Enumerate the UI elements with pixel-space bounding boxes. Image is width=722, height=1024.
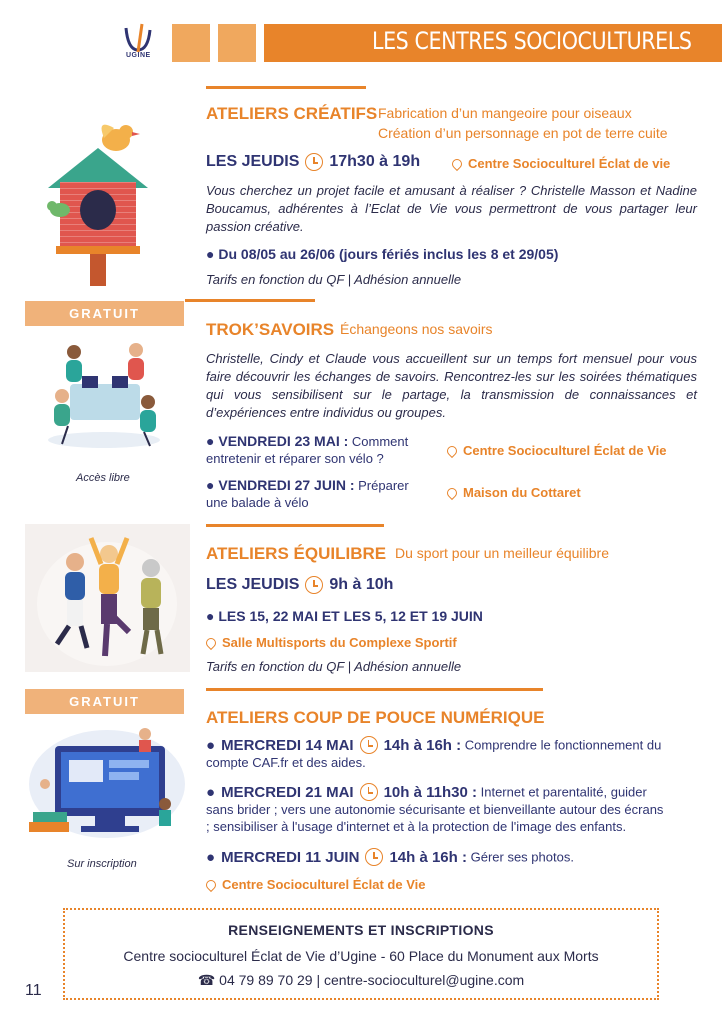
free-badge: GRATUIT [25,689,184,714]
clock-icon [360,736,378,754]
schedule [206,153,420,171]
section-title-equilibre: ATELIERS ÉQUILIBRE [206,544,387,563]
image-caption: Accès libre [76,472,130,484]
event-item: ● VENDREDI 27 JUIN : Préparer une balade à vélo [206,477,409,510]
event-date: VENDREDI 27 JUIN : [218,477,355,493]
section-subtitle: Fabrication d’un mangeoire pour oiseaux [378,105,632,121]
section-subtitle: Création d’un personnage en pot de terre cuite [378,125,668,141]
location [206,635,457,650]
section-title-creatifs: ATELIERS CRÉATIFS [206,104,378,123]
location [447,443,667,458]
event-date: MERCREDI 11 JUIN [221,848,360,866]
clock-icon [365,848,383,866]
event-schedule: ● MERCREDI 14 MAI 14h à 16h : [206,736,462,754]
event-time: 14h à 16h : [383,736,462,754]
tarifs-note: Tarifs en fonction du QF | Adhésion annuelle [206,659,462,674]
event-text: sans brider ; vers une autonomie sécurisante et bienveillante autour des écrans [206,802,664,817]
dates-text: LES 15, 22 MAI ET LES 5, 12 ET 19 JUIN [218,608,483,624]
info-address: Centre socioculturel Éclat de Vie d’Ugine - 60 Place du Monument aux Morts [123,948,599,964]
schedule-day: LES JEUDIS [206,576,300,593]
event-text: Comprendre le fonctionnement du [464,737,662,753]
location-label: Centre Socioculturel Éclat de vie [468,156,671,171]
dates-text: Du 08/05 au 26/06 (jours fériés inclus les 8 et 29/05) [218,246,559,262]
schedule-day: LES JEUDIS [206,153,300,170]
logo-text: UGINE [126,52,151,59]
phone-icon: ☎ [197,972,216,988]
event-date: VENDREDI 23 MAI : [218,433,349,449]
section-rule [206,86,366,89]
event-text: Internet et parentalité, guider [480,784,647,800]
info-box [63,908,659,1000]
birdhouse-illustration [38,110,158,286]
event-item [206,736,702,771]
image-caption: Sur inscription [67,858,137,870]
location-label: Centre Socioculturel Éclat de Vie [222,877,426,892]
clock-icon [305,576,323,594]
page-number: 11 [25,982,42,999]
event-schedule: ● MERCREDI 11 JUIN 14h à 16h : [206,848,467,866]
event-time: 14h à 16h : [389,848,467,866]
location-label: Salle Multisports du Complexe Sportif [222,635,457,650]
section-rule [206,688,543,691]
section-subtitle: Échangeons nos savoirs [340,321,493,337]
schedule-time: 9h à 10h [329,576,394,593]
info-contact: 04 79 89 70 29 | centre-socioculturel@ugine.com [219,972,525,988]
clock-icon [305,153,323,171]
section-title-numerique: ATELIERS COUP DE POUCE NUMÉRIQUE [206,708,545,727]
event-text: une balade à vélo [206,495,309,510]
page-title: LES CENTRES SOCIOCULTURELS [372,27,692,55]
seniors-exercise-illustration [25,524,190,672]
section-description: Vous cherchez un projet facile et amusant à réaliser ? Christelle Masson et Nadine Boucamus, adhérentes à l’Eclat de Vie vous permettront de vous partager leur passion créative. [206,183,697,234]
event-date: MERCREDI 14 MAI [221,736,354,754]
section-rule [185,299,315,302]
location-label: Maison du Cottaret [463,485,581,500]
location-pin-icon [204,877,218,891]
people-meeting-illustration [40,332,168,452]
location-pin-icon [204,635,218,649]
location [206,877,426,892]
clock-icon [360,783,378,801]
header-title-bar [264,24,722,62]
section-title-trok: TROK’SAVOIRS [206,320,335,339]
event-text: Gérer ses photos. [470,849,574,865]
header-square [172,24,210,62]
tarifs-note: Tarifs en fonction du QF | Adhésion annuelle [206,272,462,287]
event-text: Comment [351,434,409,449]
location-label: Centre Socioculturel Éclat de Vie [463,443,667,458]
dates-line: ● LES 15, 22 MAI ET LES 5, 12 ET 19 JUIN [206,608,483,624]
info-title: RENSEIGNEMENTS ET INSCRIPTIONS [228,922,494,938]
location [447,485,581,500]
section-description: Christelle, Cindy et Claude vous accueillent sur un temps fort mensuel pour vous faire découvrir les échanges de savoirs. Rencontrez-les sur les soirées thématiques qui vous sensibilisent sur le partage, la transmission de connaissances et d’expériences entre individus ou groupes. [206,351,697,420]
dates-line: ● Du 08/05 au 26/06 (jours fériés inclus les 8 et 29/05) [206,246,559,262]
free-badge: GRATUIT [25,301,184,326]
location-pin-icon [450,156,464,170]
location [452,156,670,171]
digital-workshop-illustration [25,724,190,844]
event-text: ; sensibiliser à l'usage d'internet et à la protection de l'image des enfants. [206,819,627,834]
event-text: Préparer [358,478,409,493]
location-pin-icon [445,443,459,457]
event-item [206,783,702,835]
event-item: ● VENDREDI 23 MAI : Comment entretenir et réparer son vélo ? [206,433,409,466]
schedule-time: 17h30 à 19h [329,153,421,170]
event-item [206,848,702,866]
schedule [206,576,393,594]
event-text: compte CAF.fr et des aides. [206,755,366,770]
info-contact-line [65,972,657,989]
event-date: MERCREDI 21 MAI [221,783,354,801]
header-square [218,24,256,62]
event-time: 10h à 11h30 : [383,783,477,801]
section-subtitle: Du sport pour un meilleur équilibre [395,545,609,561]
location-pin-icon [445,485,459,499]
section-rule [206,524,384,527]
event-text: entretenir et réparer son vélo ? [206,451,384,466]
event-schedule: ● MERCREDI 21 MAI 10h à 11h30 : [206,783,477,801]
